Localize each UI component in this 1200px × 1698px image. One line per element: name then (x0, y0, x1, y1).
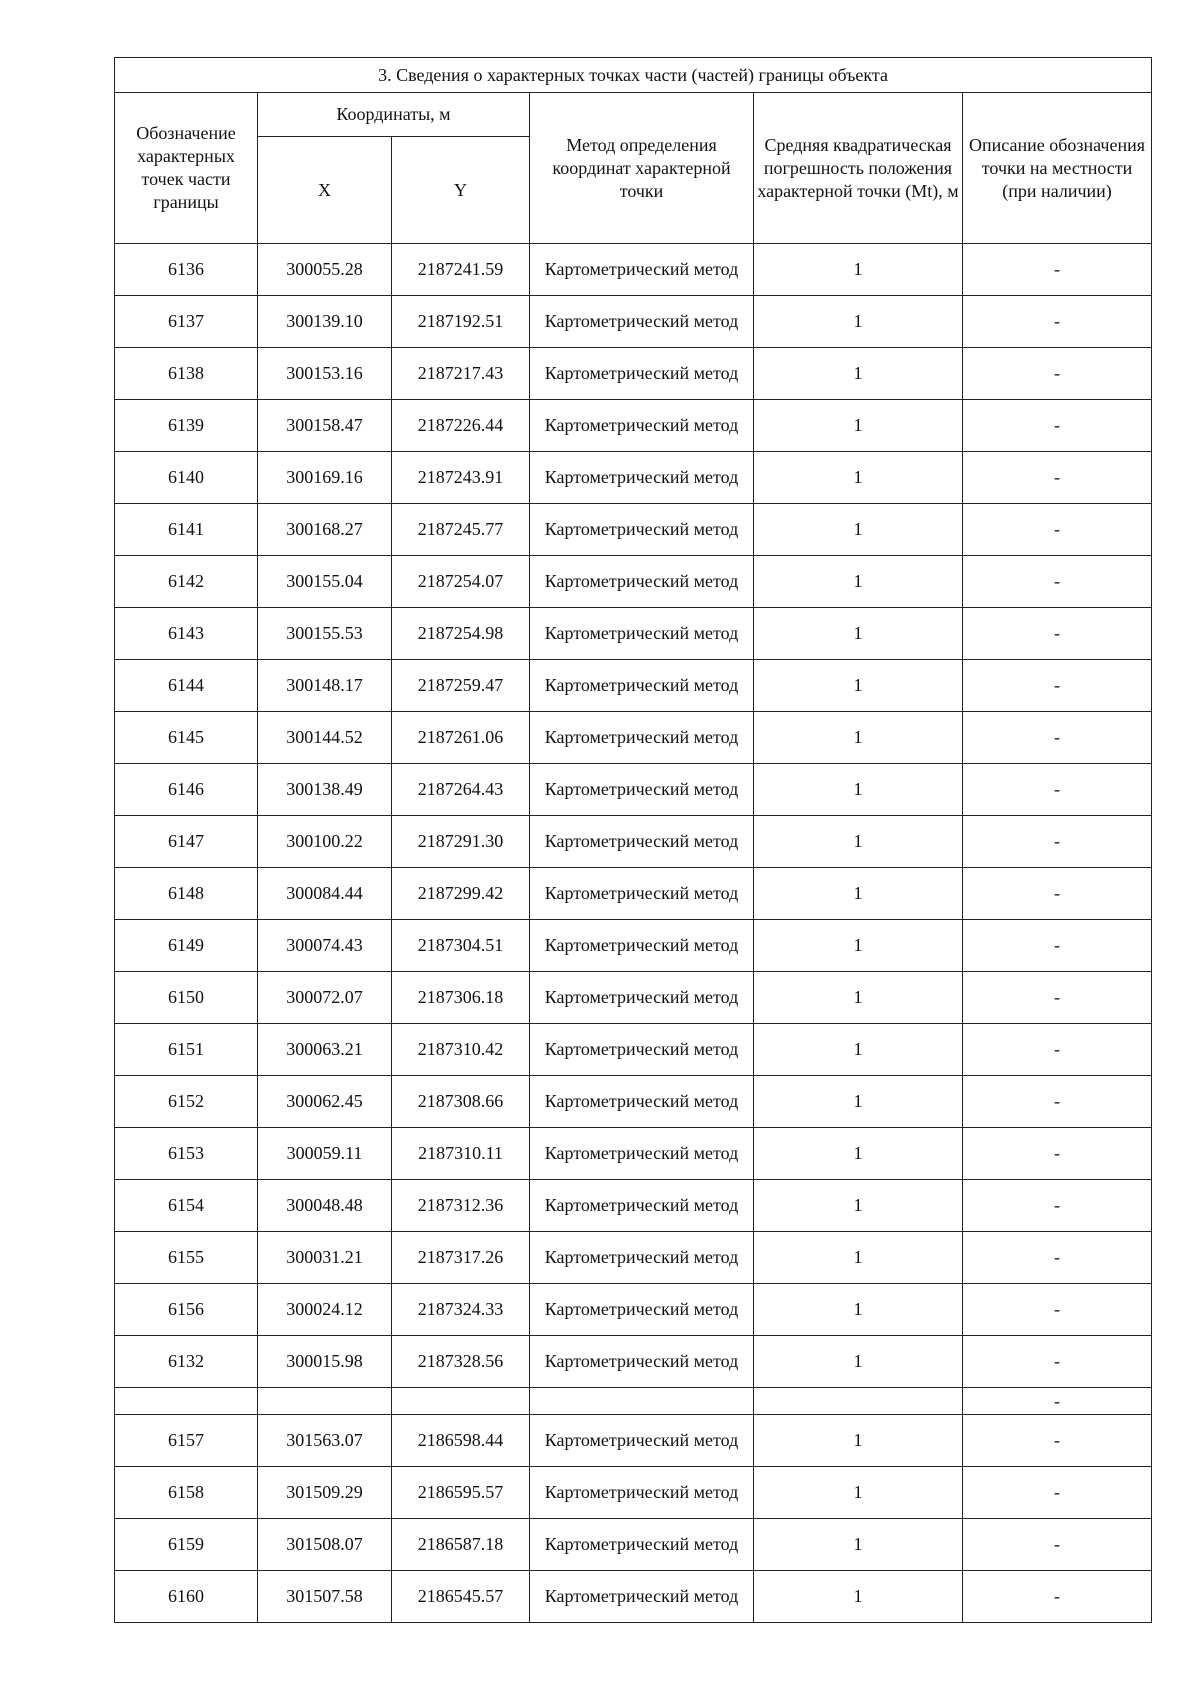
accuracy-cell: 1 (754, 1336, 963, 1388)
accuracy-cell: 1 (754, 920, 963, 972)
table-row (115, 1571, 1152, 1623)
y-cell: 2187328.56 (392, 1336, 530, 1388)
point-cell: 6139 (115, 400, 258, 452)
section-title: 3. Сведения о характерных точках части (частей) границы объекта (115, 58, 1152, 93)
table-row (115, 348, 1152, 400)
table-row (115, 452, 1152, 504)
x-cell: 300158.47 (258, 400, 392, 452)
x-cell: 301508.07 (258, 1519, 392, 1571)
y-cell: 2187308.66 (392, 1076, 530, 1128)
header-x: X (258, 137, 392, 244)
table-row (115, 244, 1152, 296)
description-cell: - (963, 972, 1152, 1024)
accuracy-cell: 1 (754, 1467, 963, 1519)
point-cell: 6150 (115, 972, 258, 1024)
accuracy-cell: 1 (754, 816, 963, 868)
point-cell: 6154 (115, 1180, 258, 1232)
point-cell: 6137 (115, 296, 258, 348)
header-coordinates: Координаты, м (258, 93, 530, 137)
table-row (115, 1336, 1152, 1388)
point-cell: 6159 (115, 1519, 258, 1571)
table-row (115, 556, 1152, 608)
accuracy-cell: 1 (754, 1415, 963, 1467)
x-cell: 300063.21 (258, 1024, 392, 1076)
table-row (115, 816, 1152, 868)
point-cell: 6143 (115, 608, 258, 660)
table-row (115, 1519, 1152, 1571)
point-cell: 6132 (115, 1336, 258, 1388)
description-cell: - (963, 244, 1152, 296)
method-cell: Картометрический метод (530, 452, 754, 504)
y-cell: 2187310.42 (392, 1024, 530, 1076)
y-cell: 2187264.43 (392, 764, 530, 816)
x-cell: 300139.10 (258, 296, 392, 348)
x-cell: 300169.16 (258, 452, 392, 504)
method-cell: Картометрический метод (530, 1415, 754, 1467)
description-cell: - (963, 1415, 1152, 1467)
accuracy-cell: 1 (754, 972, 963, 1024)
method-cell: Картометрический метод (530, 764, 754, 816)
description-cell: - (963, 1180, 1152, 1232)
description-cell: - (963, 920, 1152, 972)
method-cell: Картометрический метод (530, 1284, 754, 1336)
x-cell: 300100.22 (258, 816, 392, 868)
y-cell: 2187245.77 (392, 504, 530, 556)
table-row (115, 712, 1152, 764)
accuracy-cell: 1 (754, 400, 963, 452)
table-row (115, 1076, 1152, 1128)
point-cell: 6153 (115, 1128, 258, 1180)
x-cell: 300138.49 (258, 764, 392, 816)
point-cell: 6142 (115, 556, 258, 608)
method-cell: Картометрический метод (530, 296, 754, 348)
x-cell: 300155.53 (258, 608, 392, 660)
method-cell: Картометрический метод (530, 400, 754, 452)
header-point: Обозначение характерных точек части границы (115, 93, 258, 244)
method-cell: Картометрический метод (530, 244, 754, 296)
y-cell: 2187217.43 (392, 348, 530, 400)
table-row (115, 1284, 1152, 1336)
accuracy-cell: 1 (754, 504, 963, 556)
description-cell: - (963, 816, 1152, 868)
accuracy-cell: 1 (754, 608, 963, 660)
description-cell: - (963, 1388, 1152, 1415)
table-row (115, 504, 1152, 556)
table-row (115, 1128, 1152, 1180)
table-body (115, 244, 1152, 1623)
description-cell: - (963, 1336, 1152, 1388)
y-cell: 2186595.57 (392, 1467, 530, 1519)
method-cell: Картометрический метод (530, 1076, 754, 1128)
method-cell: Картометрический метод (530, 660, 754, 712)
method-cell: Картометрический метод (530, 1180, 754, 1232)
accuracy-cell (754, 1388, 963, 1415)
x-cell: 301507.58 (258, 1571, 392, 1623)
table-row (115, 1415, 1152, 1467)
point-cell: 6156 (115, 1284, 258, 1336)
point-cell: 6141 (115, 504, 258, 556)
accuracy-cell: 1 (754, 452, 963, 504)
description-cell: - (963, 556, 1152, 608)
accuracy-cell: 1 (754, 1232, 963, 1284)
accuracy-cell: 1 (754, 556, 963, 608)
header-y: Y (392, 137, 530, 244)
x-cell: 300015.98 (258, 1336, 392, 1388)
y-cell: 2187254.07 (392, 556, 530, 608)
x-cell: 300155.04 (258, 556, 392, 608)
y-cell: 2187254.98 (392, 608, 530, 660)
accuracy-cell: 1 (754, 1571, 963, 1623)
y-cell: 2187324.33 (392, 1284, 530, 1336)
header-method: Метод определения координат характерной точки (530, 93, 754, 244)
y-cell: 2187226.44 (392, 400, 530, 452)
method-cell: Картометрический метод (530, 712, 754, 764)
method-cell: Картометрический метод (530, 816, 754, 868)
description-cell: - (963, 1128, 1152, 1180)
description-cell: - (963, 1024, 1152, 1076)
description-cell: - (963, 1232, 1152, 1284)
description-cell: - (963, 1284, 1152, 1336)
x-cell: 300062.45 (258, 1076, 392, 1128)
x-cell: 300153.16 (258, 348, 392, 400)
y-cell: 2187259.47 (392, 660, 530, 712)
table-row (115, 920, 1152, 972)
table-row (115, 1467, 1152, 1519)
accuracy-cell: 1 (754, 296, 963, 348)
point-cell: 6155 (115, 1232, 258, 1284)
accuracy-cell: 1 (754, 1284, 963, 1336)
y-cell: 2186598.44 (392, 1415, 530, 1467)
table-row (115, 400, 1152, 452)
x-cell: 300084.44 (258, 868, 392, 920)
description-cell: - (963, 452, 1152, 504)
accuracy-cell: 1 (754, 1128, 963, 1180)
table-row (115, 1388, 1152, 1415)
method-cell: Картометрический метод (530, 348, 754, 400)
method-cell: Картометрический метод (530, 1571, 754, 1623)
table-row (115, 296, 1152, 348)
point-cell: 6148 (115, 868, 258, 920)
method-cell: Картометрический метод (530, 504, 754, 556)
point-cell: 6145 (115, 712, 258, 764)
description-cell: - (963, 400, 1152, 452)
x-cell: 300168.27 (258, 504, 392, 556)
description-cell: - (963, 868, 1152, 920)
description-cell: - (963, 608, 1152, 660)
accuracy-cell: 1 (754, 348, 963, 400)
description-cell: - (963, 660, 1152, 712)
x-cell: 300074.43 (258, 920, 392, 972)
description-cell: - (963, 1519, 1152, 1571)
boundary-points-table (114, 57, 1152, 1623)
method-cell: Картометрический метод (530, 1024, 754, 1076)
description-cell: - (963, 712, 1152, 764)
description-cell: - (963, 764, 1152, 816)
description-cell: - (963, 1571, 1152, 1623)
point-cell: 6147 (115, 816, 258, 868)
x-cell: 300048.48 (258, 1180, 392, 1232)
method-cell: Картометрический метод (530, 920, 754, 972)
accuracy-cell: 1 (754, 244, 963, 296)
x-cell: 300024.12 (258, 1284, 392, 1336)
y-cell: 2187291.30 (392, 816, 530, 868)
point-cell: 6140 (115, 452, 258, 504)
table-row (115, 608, 1152, 660)
x-cell: 300148.17 (258, 660, 392, 712)
point-cell: 6146 (115, 764, 258, 816)
description-cell: - (963, 504, 1152, 556)
y-cell: 2187241.59 (392, 244, 530, 296)
y-cell: 2187312.36 (392, 1180, 530, 1232)
point-cell (115, 1388, 258, 1415)
description-cell: - (963, 1076, 1152, 1128)
accuracy-cell: 1 (754, 660, 963, 712)
y-cell: 2187261.06 (392, 712, 530, 764)
x-cell: 300072.07 (258, 972, 392, 1024)
table-row (115, 972, 1152, 1024)
accuracy-cell: 1 (754, 1024, 963, 1076)
y-cell: 2187243.91 (392, 452, 530, 504)
accuracy-cell: 1 (754, 1519, 963, 1571)
table-row (115, 1024, 1152, 1076)
method-cell: Картометрический метод (530, 1128, 754, 1180)
point-cell: 6136 (115, 244, 258, 296)
method-cell: Картометрический метод (530, 868, 754, 920)
point-cell: 6144 (115, 660, 258, 712)
y-cell: 2186545.57 (392, 1571, 530, 1623)
x-cell: 300059.11 (258, 1128, 392, 1180)
x-cell: 300055.28 (258, 244, 392, 296)
accuracy-cell: 1 (754, 764, 963, 816)
x-cell: 301509.29 (258, 1467, 392, 1519)
point-cell: 6151 (115, 1024, 258, 1076)
x-cell: 300144.52 (258, 712, 392, 764)
method-cell (530, 1388, 754, 1415)
y-cell: 2187306.18 (392, 972, 530, 1024)
method-cell: Картометрический метод (530, 1467, 754, 1519)
header-accuracy: Средняя квадратическая погрешность положения характерной точки (Mt), м (754, 93, 963, 244)
method-cell: Картометрический метод (530, 1336, 754, 1388)
point-cell: 6157 (115, 1415, 258, 1467)
y-cell (392, 1388, 530, 1415)
point-cell: 6138 (115, 348, 258, 400)
point-cell: 6158 (115, 1467, 258, 1519)
y-cell: 2187317.26 (392, 1232, 530, 1284)
table-row (115, 660, 1152, 712)
accuracy-cell: 1 (754, 868, 963, 920)
point-cell: 6149 (115, 920, 258, 972)
y-cell: 2187299.42 (392, 868, 530, 920)
x-cell: 300031.21 (258, 1232, 392, 1284)
description-cell: - (963, 1467, 1152, 1519)
method-cell: Картометрический метод (530, 1232, 754, 1284)
method-cell: Картометрический метод (530, 556, 754, 608)
table-row (115, 764, 1152, 816)
description-cell: - (963, 296, 1152, 348)
table-row (115, 868, 1152, 920)
accuracy-cell: 1 (754, 1180, 963, 1232)
y-cell: 2187310.11 (392, 1128, 530, 1180)
method-cell: Картометрический метод (530, 972, 754, 1024)
x-cell: 301563.07 (258, 1415, 392, 1467)
table-row (115, 1180, 1152, 1232)
accuracy-cell: 1 (754, 712, 963, 764)
point-cell: 6160 (115, 1571, 258, 1623)
accuracy-cell: 1 (754, 1076, 963, 1128)
method-cell: Картометрический метод (530, 608, 754, 660)
description-cell: - (963, 348, 1152, 400)
y-cell: 2187192.51 (392, 296, 530, 348)
method-cell: Картометрический метод (530, 1519, 754, 1571)
header-description: Описание обозначения точки на местности (при наличии) (963, 93, 1152, 244)
y-cell: 2186587.18 (392, 1519, 530, 1571)
x-cell (258, 1388, 392, 1415)
y-cell: 2187304.51 (392, 920, 530, 972)
table-row (115, 1232, 1152, 1284)
point-cell: 6152 (115, 1076, 258, 1128)
